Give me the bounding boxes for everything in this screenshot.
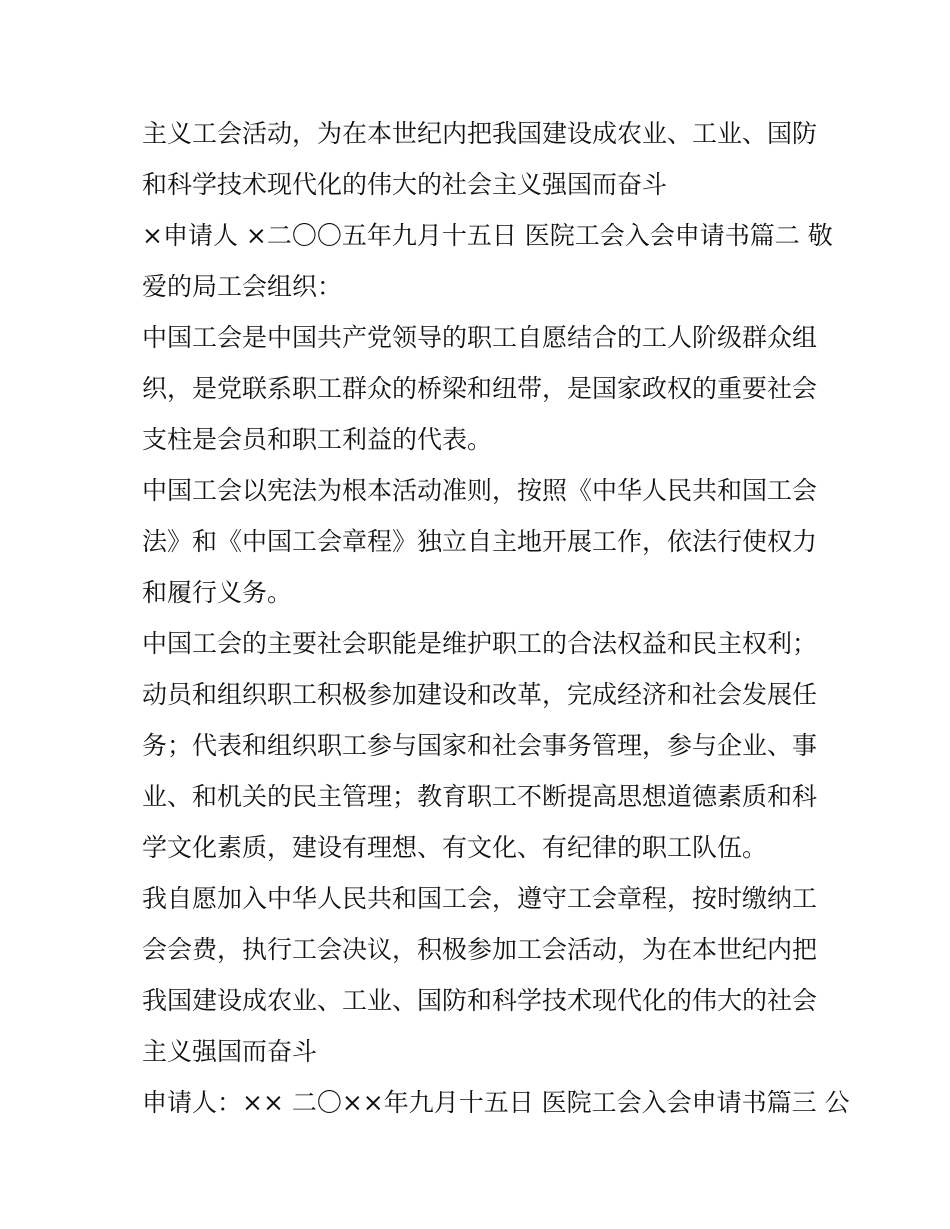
text-line-11: 中国工会的主要社会职能是维护职工的合法权益和民主权利； xyxy=(142,629,818,658)
text-line-10: 和履行义务。 xyxy=(142,578,293,607)
text-line-20: 申请人：×× 二〇××年九月十五日 医院工会入会申请书篇三 公 xyxy=(142,1088,850,1117)
text-line-4: 爱的局工会组织： xyxy=(142,272,343,301)
text-line-6: 织，是党联系职工群众的桥梁和纽带，是国家政权的重要社会 xyxy=(142,374,818,403)
text-line-7: 支柱是会员和职工利益的代表。 xyxy=(142,425,493,454)
text-line-19: 主义强国而奋斗 xyxy=(142,1037,318,1066)
text-line-9: 法》和《中国工会章程》独立自主地开展工作，依法行使权力 xyxy=(142,527,818,556)
text-line-14: 业、和机关的民主管理；教育职工不断提高思想道德素质和科 xyxy=(142,782,818,811)
text-line-5: 中国工会是中国共产党领导的职工自愿结合的工人阶级群众组 xyxy=(142,323,818,352)
text-line-12: 动员和组织职工积极参加建设和改革，完成经济和社会发展任 xyxy=(142,680,818,709)
text-line-13: 务；代表和组织职工参与国家和社会事务管理，参与企业、事 xyxy=(142,731,818,760)
text-line-15: 学文化素质，建设有理想、有文化、有纪律的职工队伍。 xyxy=(142,833,768,862)
text-line-18: 我国建设成农业、工业、国防和科学技术现代化的伟大的社会 xyxy=(142,986,818,1015)
text-line-2: 和科学技术现代化的伟大的社会主义强国而奋斗 xyxy=(142,170,668,199)
text-line-16: 我自愿加入中华人民共和国工会，遵守工会章程，按时缴纳工 xyxy=(142,884,818,913)
text-line-17: 会会费，执行工会决议，积极参加工会活动，为在本世纪内把 xyxy=(142,935,818,964)
text-line-3: ×申请人 ×二〇〇五年九月十五日 医院工会入会申请书篇二 敬 xyxy=(142,221,833,250)
text-line-1: 主义工会活动，为在本世纪内把我国建设成农业、工业、国防 xyxy=(142,119,818,148)
text-line-8: 中国工会以宪法为根本活动准则，按照《中华人民共和国工会 xyxy=(142,476,818,505)
document-body xyxy=(142,108,850,1128)
